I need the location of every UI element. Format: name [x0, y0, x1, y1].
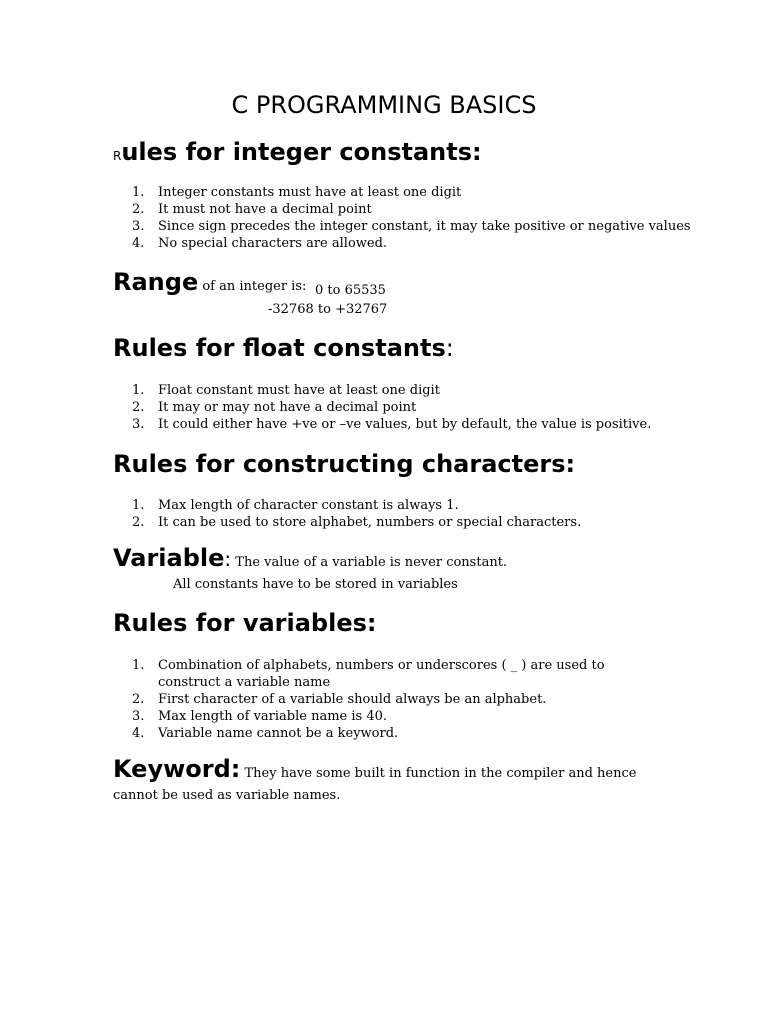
list-text: Max length of character constant is always 1. [158, 498, 459, 513]
list-item [132, 657, 632, 691]
list-item [132, 725, 632, 742]
list-number: 3. [132, 709, 145, 724]
variable-rules-list [132, 657, 632, 742]
list-text: First character of a variable should always be an alphabet. [158, 692, 547, 707]
list-number: 4. [132, 236, 145, 251]
list-number: 1. [132, 185, 145, 200]
list-number: 2. [132, 692, 145, 707]
variable-label: Variable [113, 544, 225, 572]
list-item [132, 497, 581, 514]
variable-text: The value of a variable is never constant. [231, 555, 508, 570]
range-label: Range [113, 268, 199, 296]
list-item [132, 235, 691, 252]
list-text: Integer constants must have at least one digit [158, 185, 462, 200]
list-number: 1. [132, 383, 145, 398]
list-text: It must not have a decimal point [158, 202, 372, 217]
float-rules-list [132, 382, 651, 433]
range-value-signed: -32768 to +32767 [268, 302, 388, 317]
list-item [132, 218, 691, 235]
list-number: 4. [132, 726, 145, 741]
list-number: 3. [132, 417, 145, 432]
list-text: Combination of alphabets, numbers or underscores ( _ ) are used to construct a variable name [158, 658, 605, 690]
heading-text: ules for integer constants: [121, 138, 482, 166]
heading-colon: : [445, 334, 454, 362]
list-number: 2. [132, 400, 145, 415]
list-text: Max length of variable name is 40. [158, 709, 388, 724]
list-number: 1. [132, 498, 145, 513]
heading-integer-constants [113, 136, 482, 172]
list-number: 3. [132, 219, 145, 234]
keyword-label: Keyword: [113, 755, 241, 783]
heading-drop-letter: R [113, 149, 122, 163]
list-text: No special characters are allowed. [158, 236, 388, 251]
list-number: 1. [132, 658, 145, 673]
list-item [132, 184, 691, 201]
page-title: C PROGRAMMING BASICS [231, 91, 537, 119]
list-text: It could either have +ve or –ve values, but by default, the value is positive. [158, 417, 652, 432]
list-item [132, 399, 651, 416]
heading-variables-rules: Rules for variables: [113, 609, 377, 637]
integer-rules-list [132, 184, 691, 252]
list-item [132, 691, 632, 708]
list-number: 2. [132, 202, 145, 217]
range-text: of an integer is: [198, 279, 307, 294]
heading-constructing-characters: Rules for constructing characters: [113, 450, 576, 478]
list-text: It may or may not have a decimal point [158, 400, 417, 415]
list-item [132, 514, 581, 531]
list-text: Float constant must have at least one digit [158, 383, 440, 398]
heading-text: Rules for float constants [113, 334, 446, 362]
list-item [132, 382, 651, 399]
heading-float-constants [113, 332, 454, 364]
character-rules-list [132, 497, 581, 531]
list-item [132, 708, 632, 725]
list-text: It can be used to store alphabet, numbers or special characters. [158, 515, 582, 530]
range-value-unsigned: 0 to 65535 [315, 283, 386, 298]
range-line [113, 268, 306, 296]
list-text: Variable name cannot be a keyword. [158, 726, 399, 741]
list-number: 2. [132, 515, 145, 530]
keyword-text: They have some built in function in the compiler and hence cannot be used as variable names. [113, 766, 637, 803]
variable-line [113, 544, 507, 572]
variable-colon: : [224, 547, 232, 571]
list-text: Since sign precedes the integer constant, it may take positive or negative values [158, 219, 691, 234]
keyword-paragraph [113, 755, 658, 807]
list-item [132, 201, 691, 218]
variable-line-2: All constants have to be stored in variables [173, 577, 458, 592]
list-item [132, 416, 651, 433]
